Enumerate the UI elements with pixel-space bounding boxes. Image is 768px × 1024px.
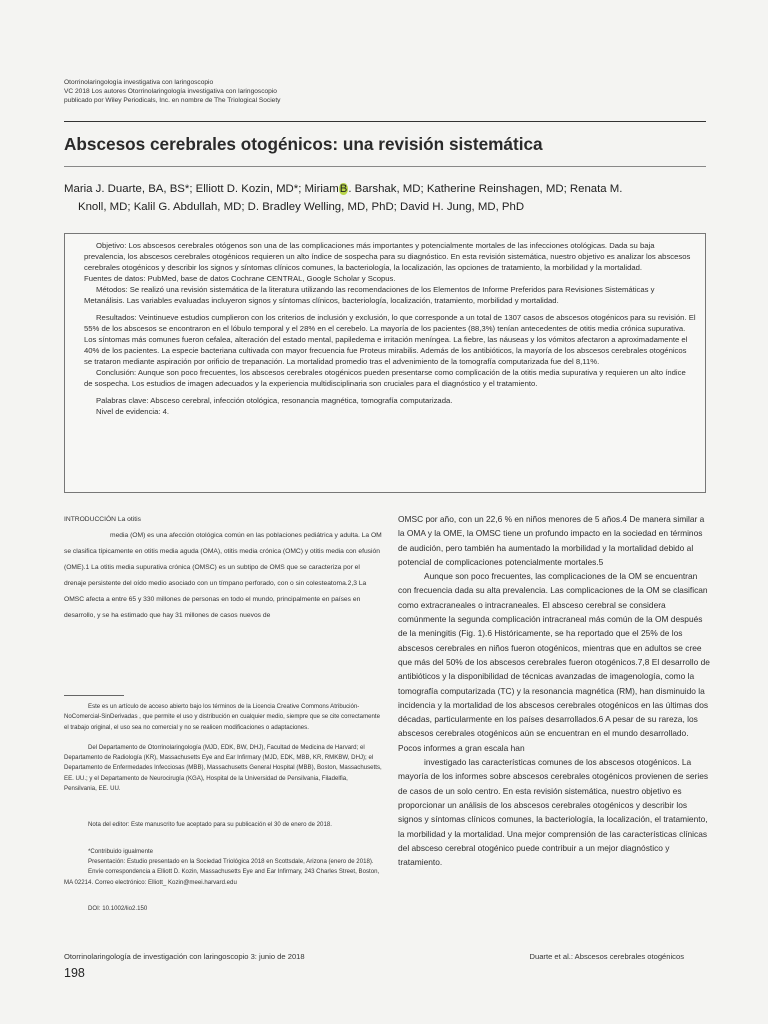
journal-header-line: Otorrinolaringología investigativa con laringoscopio (64, 79, 214, 86)
abstract-evidence-level: Nivel de evidencia: 4. (96, 407, 170, 417)
authors-line-1b: . Barshak, MD; Katherine Reinshagen, MD; Renata M. (348, 183, 623, 195)
left-column (64, 512, 382, 624)
journal-header-line: publicado por Wiley Periodicals, Inc. en nombre de The Triological Society (64, 97, 281, 104)
abstract-objective: Objetivo: Los abscesos cerebrales otógenos son una de las complicaciones más importantes y potencialmente mortales de las infecciones otológicas. Dada su baja prevalencia, los abscesos cerebrales otogénicos requieren un alto índice de sospecha para su diagnóstico. En esta revisión sistemática, nuestro objetivo es analizar los abscesos cerebrales otogénicos y describir los signos y síntomas clínicos comunes, la bacteriología, la localización, las opciones de tratamiento, la morbilidad y la mortalidad. (84, 241, 691, 273)
authors-line-2: Knoll, MD; Kalil G. Abdullah, MD; D. Bradley Welling, MD, PhD; David H. Jung, MD, PhD (78, 201, 525, 213)
footer-journal: Otorrinolaringología de investigación con laringoscopio 3: junio de 2018 (64, 952, 305, 961)
presentation-note: Presentación: Estudio presentado en la Sociedad Triológica 2018 en Scottsdale, Arizona (enero de 2018). (88, 857, 374, 865)
intro-paragraph: media (OM) es una afección otológica común en las poblaciones pediátrica y adulta. La OM se clasifica típicamente en otitis media aguda (OMA), otitis media crónica (OMC) y otitis media con efusión (OME).1 La otitis media supurativa crónica (OMSC) es un subtipo de OMS que se caracteriza por el drenaje persistente del oído medio asociado con un tímpano perforado, con o sin colesteatoma.2,3 La OMSC afecta a entre 65 y 330 millones de personas en todo el mundo, principalmente en países en desarrollo, y se ha estimado que hay 31 millones de casos nuevos de (64, 532, 382, 619)
correspondence-note: Envíe correspondencia a Elliott D. Kozin, Massachusetts Eye and Ear Infirmary, 243 Charles Street, Boston, MA 02214. Correo electrónico: Elliott_ Kozin@meei.harvard.edu (64, 868, 380, 886)
highlight-mark: B (339, 183, 348, 195)
body-paragraph: investigado las características comunes de los abscesos otogénicos. La mayoría de los informes sobre abscesos cerebrales otogénicos provienen de series de casos de un solo centro. En esta revisión sistemática, nuestro objetivo es proporcionar un análisis de los abscesos cerebrales otogénicos y describir los signos y síntomas clínicos comunes, la bacteriología, la localización, el tratamiento, la morbilidad y la mortalidad. Una mejor comprensión de las características clínicas del absceso cerebral otogénico puede contribuir a un mejor diagnóstico y tratamiento. (398, 757, 709, 868)
title-divider (64, 166, 706, 167)
footnotes (64, 702, 382, 914)
authors-line-1a: Maria J. Duarte, BA, BS*; Elliott D. Kozin, MD*; Miriam (64, 183, 339, 195)
abstract-results: Resultados: Veintinueve estudios cumplieron con los criterios de inclusión y exclusión, lo que corresponde a un total de 1307 casos de abscesos otogénicos para su revisión. El 55% de los abscesos se encontraron en el lóbulo temporal y el 28% en el cerebelo. La mayoría de los pacientes (88,3%) tenían antecedentes de otitis media crónica supurativa. Los síntomas más comunes fueron cefalea, alteración del estado mental, papiledema e irritación meníngea. La fiebre, las náuseas y los vómitos afectaron a aproximadamente el 40% de los pacientes. La especie bacteriana cultivada con mayor frecuencia fue Proteus mirabilis. Además de los antibióticos, la mayoría de los abscesos cerebrales otogénicos se trataron mediante aspiración por orificio de trepanación. La mortalidad promedio tras el advenimiento de la tomografía computarizada fue del 8,11%. (84, 312, 696, 366)
license-note: Este es un artículo de acceso abierto bajo los términos de la Licencia Creative Commons Atribución-NoComercial-SinDerivadas , que permite el uso y distribución en cualquier medio, siempre que se cite correctamente el trabajo original, el uso sea no comercial y no se realicen modificaciones o adaptaciones. (64, 703, 381, 731)
page-number: 198 (64, 966, 85, 980)
editor-note: Nota del editor: Este manuscrito fue aceptado para su publicación el 30 de enero de 2018. (88, 821, 332, 829)
right-column (398, 512, 710, 869)
body-paragraph: OMSC por año, con un 22,6 % en niños menores de 5 años.4 De manera similar a la OMA y la OME, la OMSC tiene un profundo impacto en la sociedad en términos de audición, pero también ha aumentado la morbilidad y la mortalidad debido al potencial de complicaciones potencialmente mortales.5 (398, 514, 705, 567)
abstract-data-sources: Fuentes de datos: PubMed, base de datos Cochrane CENTRAL, Google Scholar y Scopus. (84, 274, 396, 284)
body-paragraph: Aunque son poco frecuentes, las complicaciones de la OM se encuentran con frecuencia dada su alta prevalencia. Las complicaciones de la OM se clasifican como extracraneales o intracraneales. El absceso cerebral se considera comúnmente la segunda complicación intracraneal más común de la OM después de la meningitis (Fig. 1).6 Históricamente, se ha reportado que el 25% de los abscesos cerebrales en niños fueron otogénicos, mientras que en adultos se cree que más del 50% de los abscesos cerebrales fueron otogénicos.7,8 El desarrollo de antibióticos y la disponibilidad de técnicas avanzadas de imagenología, como la tomografía computarizada (TC) y la resonancia magnética (RM), han disminuido la incidencia y la mortalidad de los abscesos cerebrales otogénicos en las últimas dos décadas, particularmente en los países desarrollados.6 A pesar de su rareza, los abscesos cerebrales otogénicos aún se encuentran en el mundo desarrollado. Pocos informes a gran escala han (398, 571, 710, 753)
journal-header (64, 78, 280, 105)
abstract-conclusion: Conclusión: Aunque son poco frecuentes, los abscesos cerebrales otogénicos pueden presentarse como complicación de la otitis media supurativa y requieren un alto índice de sospecha. Los estudios de imagen adecuados y la experiencia multidisciplinaria son cruciales para el diagnóstico y el tratamiento. (84, 368, 686, 389)
abstract-methods: Métodos: Se realizó una revisión sistemática de la literatura utilizando las recomendaciones de los Elementos de Informe Preferidos para Revisiones Sistemáticas y Metanálisis. Las variables evaluadas incluyeron signos y síntomas clínicos, bacteriología, localización, tratamiento, morbilidad y mortalidad. (84, 285, 655, 306)
equal-contribution-note: *Contribuido igualmente (88, 847, 154, 855)
footnote-divider (64, 695, 124, 696)
header-divider (64, 121, 706, 122)
abstract (84, 240, 696, 417)
section-heading-introduction: INTRODUCCIÓN La otitis (64, 516, 141, 523)
affiliations-note: Del Departamento de Otorrinolaringología (MJD, EDK, BW, DHJ), Facultad de Medicina de Harvard; el Departamento de Radiología (KR), Massachusetts Eye and Ear Infirmary (MJD, EDK, MBB, KR, RMKBW, DHJ); el Departamento de Enfermedades Infecciosas (MBB), Massachusetts General Hospital (MBB), Boston, Massachusetts, EE. UU.; y el Departamento de Neurocirugía (KGA), Hospital de la Universidad de Pensilvania, Filadelfia, Pensilvania, EE. UU. (64, 743, 382, 793)
journal-header-line: VC 2018 Los autores Otorrinolaringología investigativa con laringoscopio (64, 88, 277, 95)
footer-running-title: Duarte et al.: Abscesos cerebrales otogénicos (529, 952, 684, 961)
article-title: Abscesos cerebrales otogénicos: una revisión sistemática (64, 134, 543, 154)
abstract-keywords: Palabras clave: Absceso cerebral, infección otológica, resonancia magnética, tomografía computarizada. (96, 396, 453, 406)
author-list (64, 180, 714, 216)
doi: DOI: 10.1002/lio2.150 (88, 904, 148, 912)
